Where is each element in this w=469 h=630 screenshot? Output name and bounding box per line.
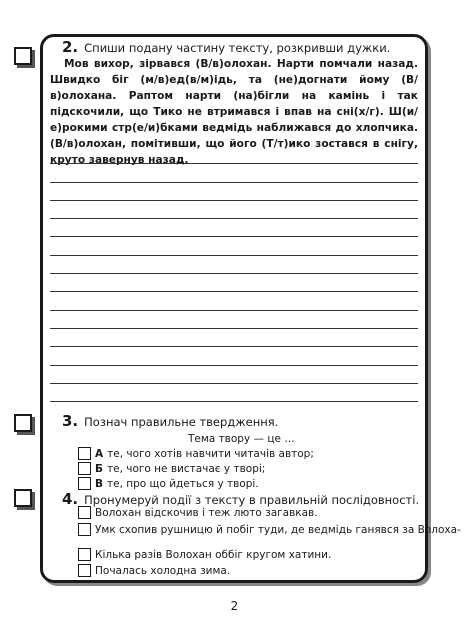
writing-line[interactable] [50, 256, 418, 274]
task4-event[interactable] [78, 564, 230, 577]
task3-number: 3. [62, 412, 79, 430]
task3-checkbox[interactable] [14, 414, 32, 432]
task4-number: 4. [62, 490, 79, 508]
writing-line[interactable] [50, 183, 418, 201]
writing-line[interactable] [50, 146, 418, 164]
task4-instruction: Пронумеруй події з тексту в правильній послідовності. [84, 493, 420, 507]
writing-line[interactable] [50, 164, 418, 182]
task2-number: 2. [62, 38, 79, 56]
option-checkbox[interactable] [78, 462, 91, 475]
event-text: Умк схопив рушницю й побіг туди, де ведмідь ганявся за Волоха- [95, 523, 461, 536]
option-letter: А [95, 447, 104, 460]
task3-header [62, 412, 278, 430]
writing-line[interactable] [50, 329, 418, 347]
task3-theme: Тема твору — це … [188, 433, 295, 445]
task2-instruction: Спиши подану частину тексту, розкривши дужки. [84, 41, 391, 55]
task2-header [62, 38, 390, 56]
task3-option-b[interactable] [78, 462, 265, 475]
number-box[interactable] [78, 548, 91, 561]
writing-line[interactable] [50, 201, 418, 219]
event-text: Кілька разів Волохан оббіг кругом хатини. [95, 548, 332, 561]
number-box[interactable] [78, 506, 91, 519]
writing-line[interactable] [50, 219, 418, 237]
writing-line[interactable] [50, 237, 418, 255]
page-number: 2 [230, 599, 239, 613]
event-text: Волохан відскочив і теж люто загавкав. [95, 506, 318, 519]
number-box[interactable] [78, 564, 91, 577]
writing-line[interactable] [50, 311, 418, 329]
option-letter: В [95, 477, 104, 490]
task4-checkbox[interactable] [14, 489, 32, 507]
writing-line[interactable] [50, 366, 418, 384]
task4-event[interactable] [78, 548, 331, 561]
writing-line[interactable] [50, 384, 418, 402]
writing-line[interactable] [50, 292, 418, 310]
task4-event[interactable] [78, 506, 318, 519]
option-text: те, чого не вистачає у творі; [107, 462, 266, 475]
writing-line[interactable] [50, 347, 418, 365]
option-checkbox[interactable] [78, 477, 91, 490]
option-text: те, про що йдеться у творі. [107, 477, 259, 490]
task3-option-c[interactable] [78, 477, 259, 490]
writing-lines[interactable] [50, 146, 418, 402]
task2-passage: Мов вихор, зірвався (В/в)олохан. Нарти помчали назад. Швидко біг (м/в)ед(в/м)ідь, та (не)догнати йому (В/в)олохана. Раптом нарти (на)бігли на камінь і так підскочили, що Тико не втримався і впав на сні(х/г). Ш(и/е)рокими стр(е/и)бками ведмідь наближався до хлопчика. (В/в)олохан, помітивши, що його (Т/т)ико зостався в снігу, круто завернув назад. [50, 58, 418, 166]
number-box[interactable] [78, 523, 91, 536]
task2-checkbox[interactable] [14, 47, 32, 65]
task3-option-a[interactable] [78, 447, 314, 460]
task4-event[interactable] [78, 523, 461, 536]
option-checkbox[interactable] [78, 447, 91, 460]
option-letter: Б [95, 462, 104, 475]
writing-line[interactable] [50, 274, 418, 292]
option-text: те, чого хотів навчити читачів автор; [107, 447, 314, 460]
event-text: Почалась холодна зима. [95, 564, 231, 577]
task3-instruction: Познач правильне твердження. [84, 415, 279, 429]
